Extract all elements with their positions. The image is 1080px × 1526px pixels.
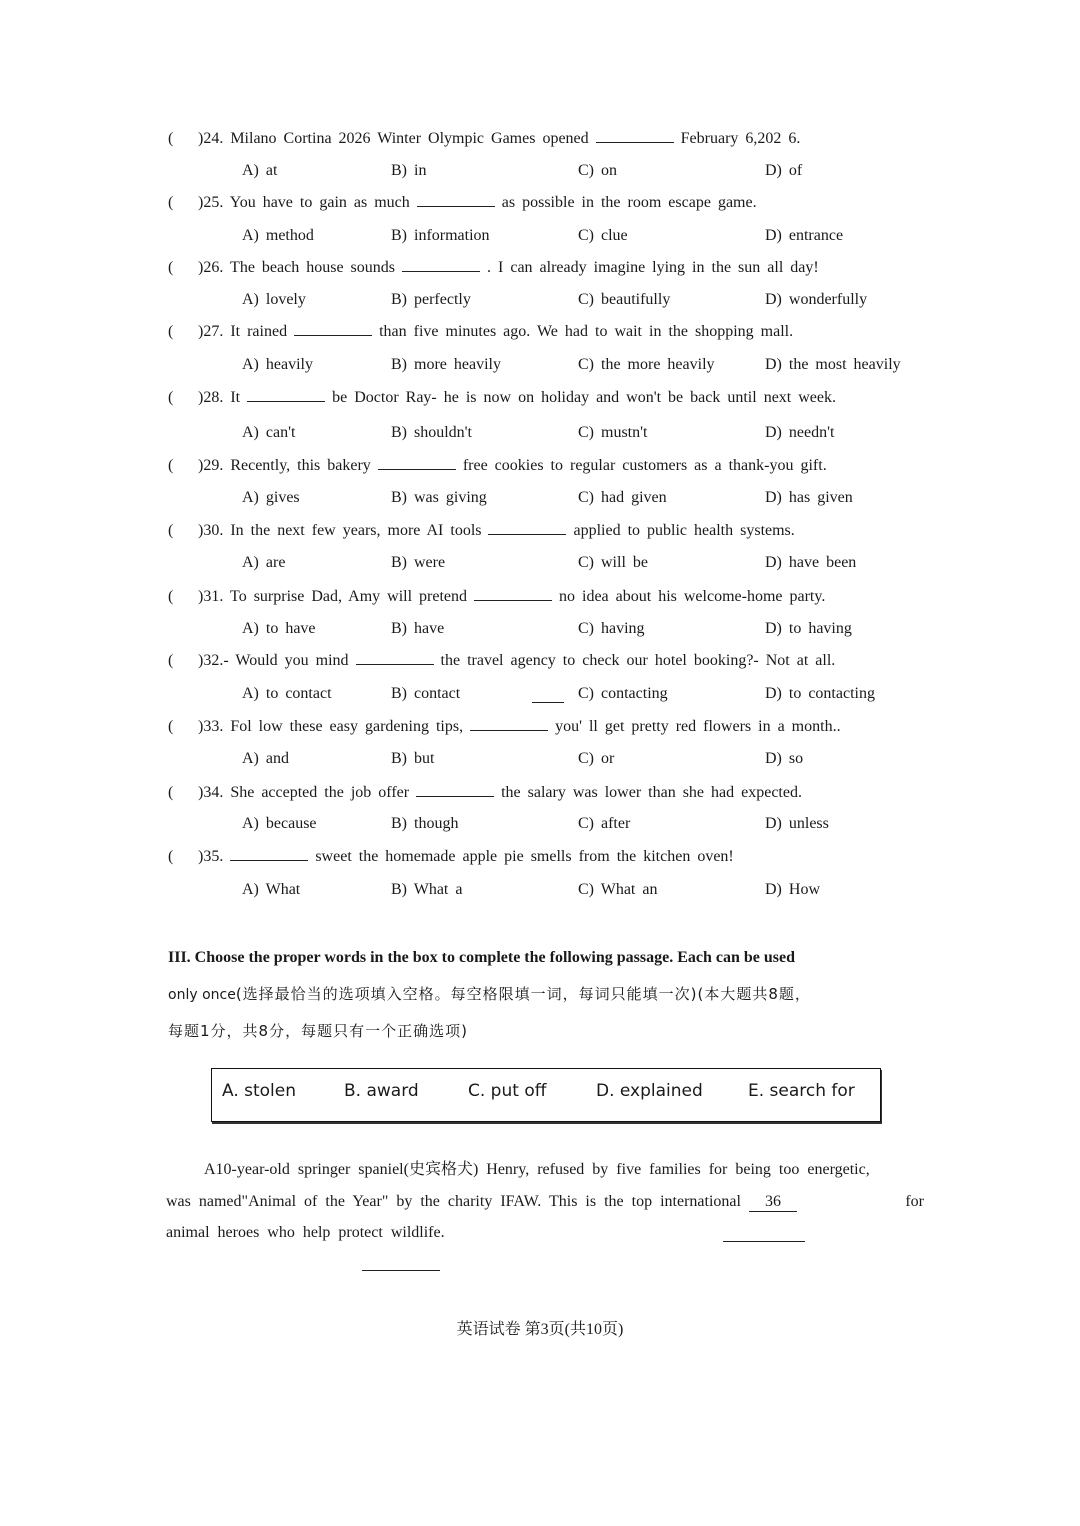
answer-paren[interactable]: ( (168, 130, 174, 147)
page-footer: 英语试卷 第3页(共10页) (456, 1321, 624, 1338)
question-number: )26. (198, 259, 224, 276)
question-24 (168, 130, 948, 154)
answer-blank[interactable] (378, 457, 456, 470)
answer-paren[interactable]: ( (168, 588, 174, 605)
option-d[interactable]: D) so (765, 750, 804, 767)
question-33 (168, 718, 948, 742)
section-3-title-only-once: only once (168, 987, 236, 1003)
option-a[interactable]: A) to contact (242, 685, 332, 702)
question-32 (168, 652, 948, 676)
option-c[interactable]: C) What an (578, 881, 658, 898)
question-35 (168, 848, 948, 872)
question-stem (198, 130, 800, 148)
question-number: )32.- (198, 652, 229, 669)
option-b[interactable]: B) shouldn't (391, 424, 472, 441)
options-row (242, 162, 942, 186)
option-a[interactable]: A) lovely (242, 291, 306, 308)
question-number: )24. (198, 130, 224, 147)
answer-paren[interactable]: ( (168, 652, 174, 669)
word-box-item: C. put off (468, 1081, 547, 1101)
option-b[interactable]: B) in (391, 162, 427, 179)
option-c[interactable]: C) after (578, 815, 631, 832)
option-d[interactable]: D) needn't (765, 424, 835, 441)
question-number: )35. (198, 848, 224, 865)
option-d[interactable]: D) entrance (765, 227, 844, 244)
option-a[interactable]: A) method (242, 227, 314, 244)
answer-paren[interactable]: ( (168, 457, 174, 474)
section-3-title-cn-2: 每题1分，共8分，每题只有一个正确选项) (168, 1022, 468, 1040)
question-number: )34. (198, 784, 224, 801)
option-c[interactable]: C) on (578, 162, 617, 179)
word-box-item: B. award (344, 1081, 419, 1101)
question-stem (198, 588, 825, 606)
question-text-after: sweet the homemade apple pie smells from the kitchen oven! (315, 848, 734, 865)
options-row (242, 291, 942, 315)
option-c[interactable]: C) clue (578, 227, 628, 244)
question-text-after: no idea about his welcome-home party. (559, 588, 826, 605)
option-d[interactable]: D) unless (765, 815, 829, 832)
option-b[interactable]: B) have (391, 620, 445, 637)
answer-blank[interactable] (474, 588, 552, 601)
options-row (242, 750, 942, 774)
passage-line-2 (166, 1193, 930, 1212)
question-text-before: You have to gain as much (229, 194, 410, 211)
option-d[interactable]: D) of (765, 162, 803, 179)
answer-blank[interactable] (417, 194, 495, 207)
question-30 (168, 522, 948, 546)
option-c[interactable]: C) mustn't (578, 424, 648, 441)
option-d[interactable]: D) has given (765, 489, 853, 506)
options-row (242, 489, 942, 513)
option-a[interactable]: A) at (242, 162, 278, 179)
answer-blank-line[interactable] (723, 1241, 805, 1242)
option-b[interactable]: B) though (391, 815, 459, 832)
question-text-before: It (230, 389, 241, 406)
answer-paren[interactable]: ( (168, 389, 174, 406)
option-b[interactable]: B) What a (391, 881, 463, 898)
question-text-after: the travel agency to check our hotel booking?- Not at all. (440, 652, 836, 669)
option-a[interactable]: A) because (242, 815, 317, 832)
word-box-item: D. explained (596, 1081, 703, 1101)
option-d[interactable]: D) wonderfully (765, 291, 868, 308)
answer-blank[interactable] (356, 652, 434, 665)
option-d[interactable]: D) the most heavily (765, 356, 901, 373)
word-box-item: E. search for (748, 1081, 855, 1101)
question-number: )30. (198, 522, 224, 539)
question-text-before: Would you mind (235, 652, 349, 669)
option-b[interactable]: B) contact (391, 685, 461, 702)
question-text-after: February 6,202 6. (680, 130, 801, 147)
option-c[interactable]: C) having (578, 620, 645, 637)
question-stem (198, 522, 795, 540)
question-text-after: the salary was lower than she had expected. (501, 784, 802, 801)
question-text-before: Milano Cortina 2026 Winter Olympic Games opened (230, 130, 589, 147)
question-stem (198, 718, 841, 736)
passage-line-1: A10-year-old springer spaniel(史宾格犬) Henry, refused by five families for being too energetic, (204, 1161, 870, 1178)
option-b[interactable]: B) were (391, 554, 446, 571)
options-row (242, 424, 942, 448)
word-box (211, 1068, 881, 1122)
option-b[interactable]: B) more heavily (391, 356, 501, 373)
question-text-after: . I can already imagine lying in the sun all day! (487, 259, 819, 276)
question-stem (198, 323, 793, 341)
answer-blank-line[interactable] (362, 1270, 440, 1271)
answer-blank[interactable] (416, 784, 494, 797)
question-34 (168, 784, 948, 808)
option-d[interactable]: D) to having (765, 620, 852, 637)
answer-blank[interactable] (247, 389, 325, 402)
answer-blank[interactable] (402, 259, 480, 272)
options-row (242, 227, 942, 251)
answer-paren[interactable]: ( (168, 194, 174, 211)
question-stem (198, 389, 836, 407)
question-number: )28. (198, 389, 224, 406)
stray-blank-line (532, 702, 564, 703)
answer-blank[interactable] (488, 522, 566, 535)
options-row (242, 620, 942, 644)
question-stem (198, 259, 819, 277)
section-3-title (168, 940, 928, 1050)
answer-paren[interactable]: ( (168, 259, 174, 276)
question-text-before: To surprise Dad, Amy will pretend (230, 588, 467, 605)
question-text-after: free cookies to regular customers as a thank-you gift. (462, 457, 827, 474)
passage-line-2-end: for (905, 1193, 924, 1210)
options-row (242, 356, 942, 380)
question-text-before: It rained (230, 323, 288, 340)
option-a[interactable]: A) heavily (242, 356, 313, 373)
question-text-before: She accepted the job offer (230, 784, 410, 801)
section-3-title-en: III. Choose the proper words in the box to complete the following passage. Each can be used (168, 949, 795, 966)
option-c[interactable]: C) the more heavily (578, 356, 715, 373)
option-d[interactable]: D) to contacting (765, 685, 875, 702)
question-number: )33. (198, 718, 224, 735)
answer-paren[interactable]: ( (168, 323, 174, 340)
option-c[interactable]: C) had given (578, 489, 667, 506)
option-d[interactable]: D) have been (765, 554, 857, 571)
option-c[interactable]: C) will be (578, 554, 648, 571)
options-row (242, 881, 942, 905)
option-a[interactable]: A) to have (242, 620, 316, 637)
answer-blank[interactable] (596, 130, 674, 143)
answer-paren[interactable]: ( (168, 718, 174, 735)
question-text-before: The beach house sounds (230, 259, 396, 276)
question-text-after: than five minutes ago. We had to wait in the shopping mall. (379, 323, 794, 340)
word-box-item: A. stolen (222, 1081, 297, 1101)
question-27 (168, 323, 948, 347)
option-a[interactable]: A) and (242, 750, 289, 767)
answer-blank[interactable] (294, 323, 372, 336)
question-text-after: as possible in the room escape game. (501, 194, 757, 211)
option-c[interactable]: C) beautifully (578, 291, 671, 308)
option-b[interactable]: B) was giving (391, 489, 487, 506)
answer-paren[interactable]: ( (168, 522, 174, 539)
blank-36-number: 36 (764, 1193, 781, 1210)
question-number: )31. (198, 588, 224, 605)
answer-blank[interactable] (230, 848, 308, 861)
question-31 (168, 588, 948, 612)
question-28 (168, 389, 948, 413)
question-25 (168, 194, 948, 218)
section-3-title-cn-1: (选择最恰当的选项填入空格。每空格限填一词，每词只能填一次)(本大题共8题， (235, 985, 811, 1003)
option-c[interactable]: C) or (578, 750, 615, 767)
passage-line-2-text: was named"Animal of the Year" by the charity IFAW. This is the top international (166, 1193, 741, 1210)
question-26 (168, 259, 948, 283)
question-stem (198, 784, 802, 802)
option-a[interactable]: A) are (242, 554, 286, 571)
option-d[interactable]: D) How (765, 881, 820, 898)
option-b[interactable]: B) perfectly (391, 291, 471, 308)
answer-paren[interactable]: ( (168, 848, 174, 865)
answer-paren[interactable]: ( (168, 784, 174, 801)
question-text-after: applied to public health systems. (573, 522, 795, 539)
question-text-before: Fol low these easy gardening tips, (230, 718, 464, 735)
option-a[interactable]: A) What (242, 881, 301, 898)
option-a[interactable]: A) can't (242, 424, 296, 441)
question-stem (198, 652, 835, 670)
question-text-after: you' ll get pretty red flowers in a month.. (555, 718, 841, 735)
question-text-before: Recently, this bakery (230, 457, 371, 474)
options-row (242, 815, 942, 839)
question-number: )27. (198, 323, 224, 340)
option-c[interactable]: C) contacting (578, 685, 668, 702)
question-stem (198, 194, 757, 212)
question-number: )29. (198, 457, 224, 474)
option-b[interactable]: B) information (391, 227, 490, 244)
answer-blank[interactable] (470, 718, 548, 731)
question-text-before: In the next few years, more AI tools (230, 522, 482, 539)
question-29 (168, 457, 948, 481)
options-row (242, 685, 942, 709)
blank-36[interactable] (749, 1193, 797, 1212)
passage-line-3: animal heroes who help protect wildlife. (166, 1224, 445, 1241)
option-a[interactable]: A) gives (242, 489, 300, 506)
question-text-after: be Doctor Ray- he is now on holiday and won't be back until next week. (332, 389, 836, 406)
question-stem (198, 457, 827, 475)
options-row (242, 554, 942, 578)
option-b[interactable]: B) but (391, 750, 435, 767)
question-stem (198, 848, 734, 866)
question-number: )25. (198, 194, 224, 211)
